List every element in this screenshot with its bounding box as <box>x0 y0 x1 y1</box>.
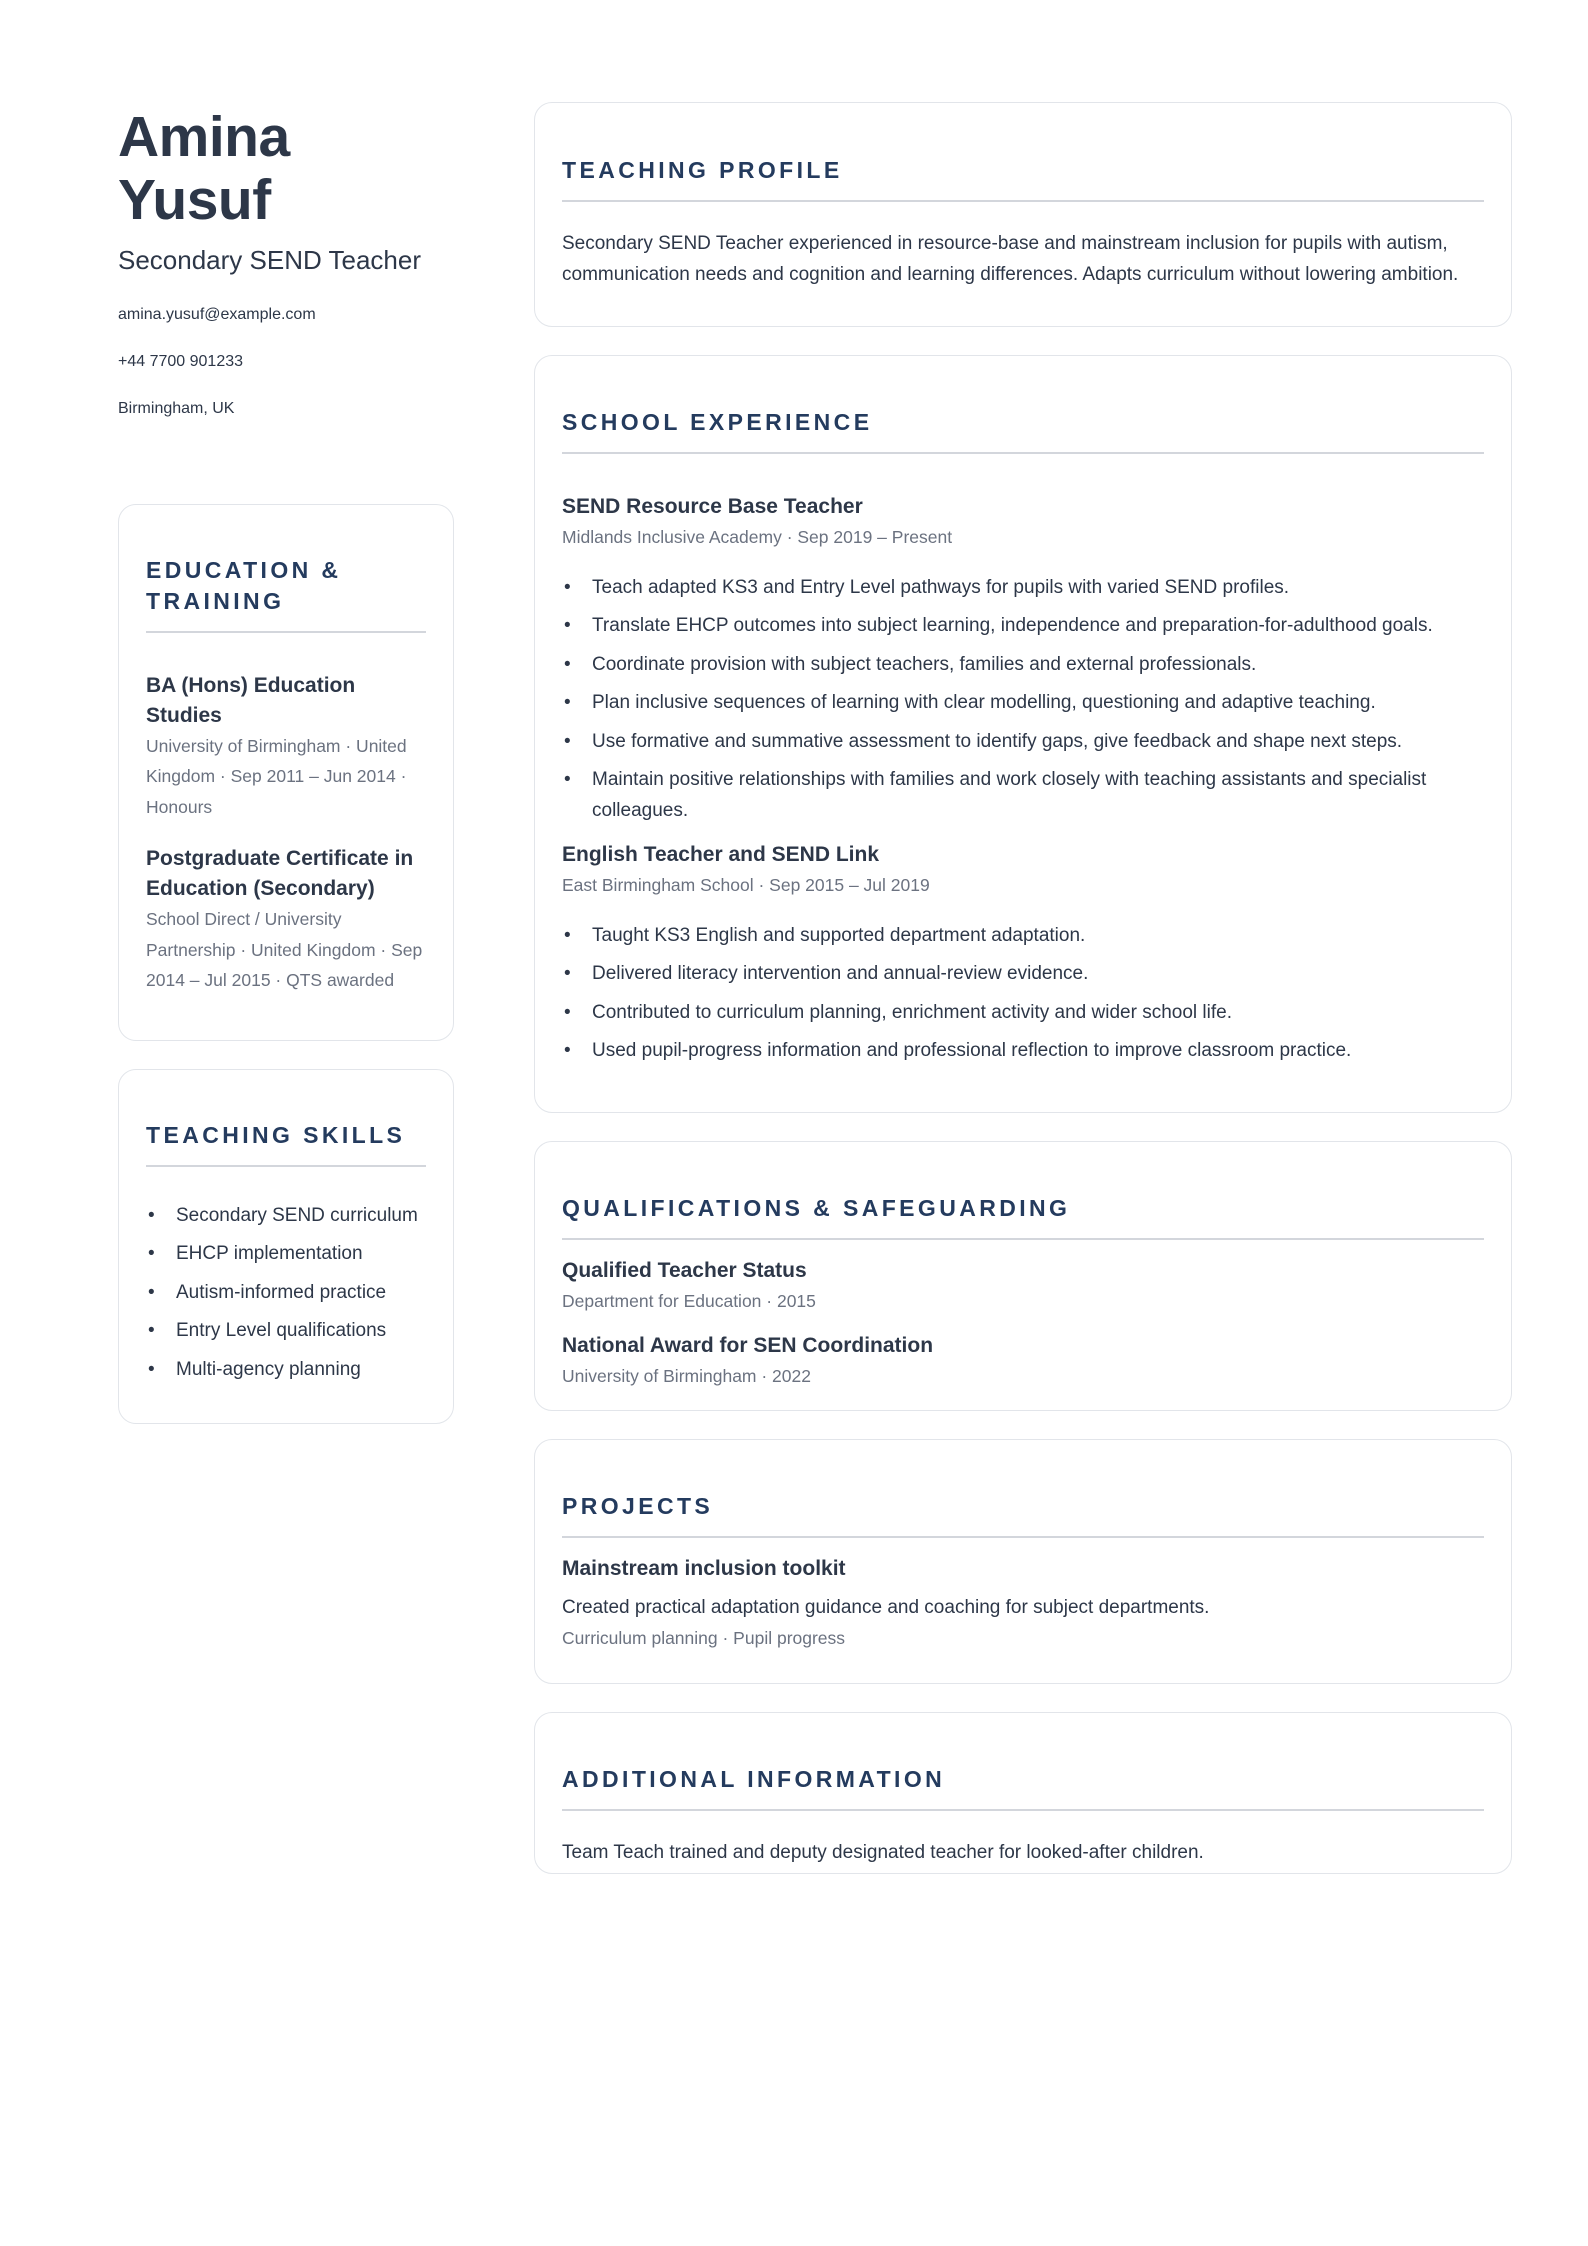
additional-card <box>534 1712 1512 1874</box>
section-divider <box>562 1238 1484 1240</box>
education-item <box>146 844 426 996</box>
qualification-meta: University of Birmingham · 2022 <box>562 1365 811 1386</box>
section-divider <box>562 200 1484 202</box>
job-title: English Teacher and SEND Link <box>562 843 880 866</box>
skills-section-title: TEACHING SKILLS <box>146 1121 406 1148</box>
job-bullet: • Use formative and summative assessment to identify gaps, give feedback and shape next steps. <box>562 727 1484 758</box>
candidate-role: Secondary SEND Teacher <box>118 245 422 276</box>
qualification-item <box>562 1256 1484 1317</box>
contact-location: Birmingham, UK <box>118 399 235 417</box>
additional-text: Team Teach trained and deputy designated teacher for looked-after children. <box>562 1842 1204 1863</box>
job-bullets <box>562 921 1484 1067</box>
skills-list <box>146 1201 426 1386</box>
qualifications-section-title: QUALIFICATIONS & SAFEGUARDING <box>562 1195 1071 1221</box>
job-bullet: • Coordinate provision with subject teachers, families and external professionals. <box>562 650 1484 681</box>
qualification-meta: Department for Education · 2015 <box>562 1291 816 1311</box>
education-item <box>146 671 426 823</box>
skill-item: • Multi-agency planning <box>146 1355 426 1386</box>
profile-text: Secondary SEND Teacher experienced in resource-base and mainstream inclusion for pupils with autism, communication needs and cognition and learning differences. Adapts curriculum without lowering ambition. <box>562 233 1459 285</box>
job-bullet: • Used pupil-progress information and professional reflection to improve classroom practice. <box>562 1036 1484 1067</box>
job-meta: Midlands Inclusive Academy · Sep 2019 – Present <box>562 527 953 547</box>
profile-section-title: TEACHING PROFILE <box>562 157 843 183</box>
profile-card <box>534 102 1512 327</box>
job-bullet: • Contributed to curriculum planning, enrichment activity and wider school life. <box>562 998 1484 1029</box>
qualification-title: National Award for SEN Coordination <box>562 1333 934 1357</box>
project-item <box>562 1554 1484 1654</box>
job-bullet: • Translate EHCP outcomes into subject learning, independence and preparation-for-adulthood goals. <box>562 611 1484 642</box>
contact-phone: +44 7700 901233 <box>118 352 244 370</box>
skill-item: • Secondary SEND curriculum <box>146 1201 426 1232</box>
project-title: Mainstream inclusion toolkit <box>562 1557 846 1580</box>
job-bullets <box>562 573 1484 827</box>
job-bullet: • Taught KS3 English and supported department adaptation. <box>562 921 1484 952</box>
candidate-name: Amina Yusuf <box>118 105 290 232</box>
education-item-title: Postgraduate Certificate in Education (Secondary) <box>146 847 414 901</box>
education-item-title: BA (Hons) Education Studies <box>146 673 356 727</box>
project-meta: Curriculum planning · Pupil progress <box>562 1628 846 1648</box>
qualifications-card <box>534 1141 1512 1411</box>
skill-item: • EHCP implementation <box>146 1239 426 1270</box>
contact-list <box>118 305 454 446</box>
experience-section-title: SCHOOL EXPERIENCE <box>562 409 873 435</box>
left-column <box>118 100 454 1424</box>
experience-card <box>534 355 1512 1113</box>
section-divider <box>146 1165 426 1167</box>
projects-section-title: PROJECTS <box>562 1493 714 1519</box>
job-entry <box>562 492 1484 826</box>
section-divider <box>146 631 426 633</box>
job-bullet: • Plan inclusive sequences of learning with clear modelling, questioning and adaptive teaching. <box>562 688 1484 719</box>
section-divider <box>562 1809 1484 1811</box>
job-entry <box>562 840 1484 1067</box>
project-description: Created practical adaptation guidance and coaching for subject departments. <box>562 1597 1210 1618</box>
skill-item: • Entry Level qualifications <box>146 1316 426 1347</box>
job-bullet: • Delivered literacy intervention and annual-review evidence. <box>562 959 1484 990</box>
right-column <box>534 102 1512 1874</box>
education-section-title: EDUCATION & TRAINING <box>146 556 342 614</box>
job-meta: East Birmingham School · Sep 2015 – Jul 2019 <box>562 875 930 895</box>
education-item-meta: School Direct / University Partnership · United Kingdom · Sep 2014 – Jul 2015 · QTS awarded <box>146 909 423 991</box>
education-item-meta: University of Birmingham · United Kingdom · Sep 2011 – Jun 2014 · Honours <box>146 735 407 817</box>
section-divider <box>562 1536 1484 1538</box>
skills-card <box>118 1069 454 1424</box>
section-divider <box>562 452 1484 454</box>
skill-item: • Autism-informed practice <box>146 1278 426 1309</box>
projects-card <box>534 1439 1512 1684</box>
job-title: SEND Resource Base Teacher <box>562 495 863 518</box>
education-card <box>118 504 454 1041</box>
contact-email: amina.yusuf@example.com <box>118 305 316 323</box>
job-bullet: • Maintain positive relationships with families and work closely with teaching assistants and specialist colleagues. <box>562 765 1484 826</box>
qualification-item <box>562 1331 1484 1392</box>
additional-section-title: ADDITIONAL INFORMATION <box>562 1766 946 1792</box>
qualification-title: Qualified Teacher Status <box>562 1259 807 1282</box>
job-bullet: • Teach adapted KS3 and Entry Level pathways for pupils with varied SEND profiles. <box>562 573 1484 604</box>
